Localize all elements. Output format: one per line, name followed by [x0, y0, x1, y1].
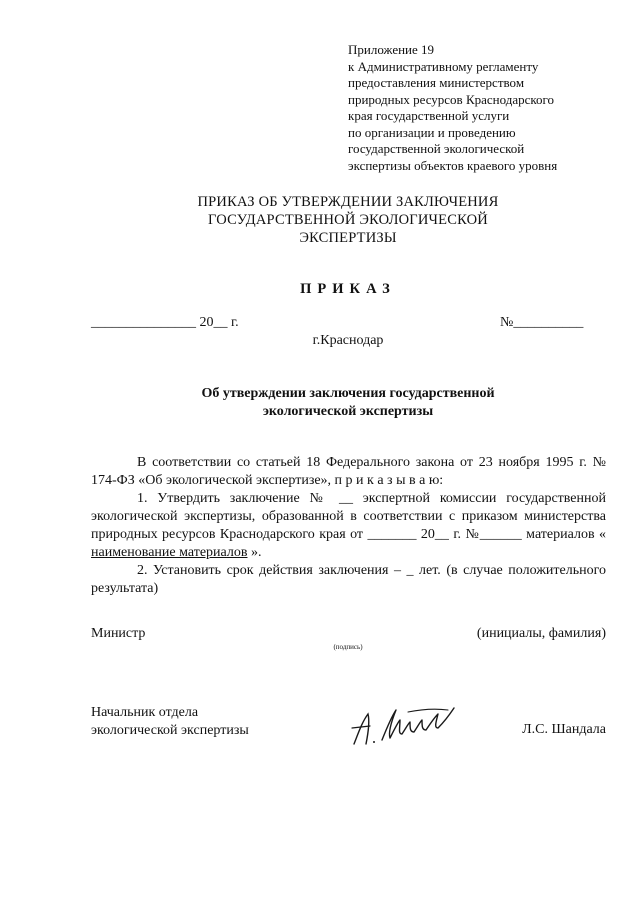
- title-line-3: ЭКСПЕРТИЗЫ: [299, 230, 397, 246]
- order-subject: [0, 385, 640, 421]
- annex-line: природных ресурсов Краснодарского: [348, 91, 555, 107]
- annex-line: по организации и проведению: [348, 124, 516, 140]
- subject-line-2: экологической экспертизы: [262, 404, 434, 419]
- clause-1-paragraph: [91, 490, 606, 562]
- date-field: _______________ 20__ г.: [91, 315, 239, 330]
- annex-line: экспертизы объектов краевого уровня: [348, 157, 558, 173]
- minister-label: Министр: [91, 626, 146, 641]
- signature-caption: (подпись): [333, 643, 363, 651]
- handwritten-signature: [348, 700, 466, 750]
- head-title-line-2: экологической экспертизы: [91, 723, 249, 738]
- preamble-paragraph: В соответствии со статьей 18 Федерального закона от 23 ноября 1995 г. № 174-ФЗ «Об экологической экспертизе», п р и к а з ы в а ю:: [91, 455, 606, 488]
- annex-line: предоставления министерством: [348, 75, 525, 90]
- minister-name-placeholder: (инициалы, фамилия): [476, 626, 606, 641]
- clause-1-text: 1. Утвердить заключение № __ экспертной комиссии государственной экологической экспертизы, образованной в соответствии с приказом министерства природных ресурсов Краснодарского края от _______ 20__ г. №______ материалов «: [91, 491, 606, 542]
- clause-1-ending: ».: [247, 545, 262, 560]
- annex-line: государственной экологической: [348, 141, 525, 156]
- city-label: г.Краснодар: [312, 333, 384, 348]
- annex-line: края государственной услуги: [348, 108, 510, 123]
- clause-2-paragraph: 2. Установить срок действия заключения – _ лет. (в случае положительного результата): [91, 563, 606, 596]
- head-title-line-1: Начальник отдела: [91, 705, 199, 720]
- annex-block: [348, 42, 557, 174]
- subject-line-1: Об утверждении заключения государственной: [201, 386, 495, 401]
- department-head-title: [91, 704, 249, 740]
- department-head-name: Л.С. Шандала: [522, 722, 606, 737]
- title-line-1: ПРИКАЗ ОБ УТВЕРЖДЕНИИ ЗАКЛЮЧЕНИЯ: [197, 194, 499, 210]
- materials-name-placeholder: наименование материалов: [91, 545, 248, 560]
- order-heading: ПРИКАЗ: [300, 281, 396, 297]
- annex-line: Приложение 19: [348, 42, 435, 57]
- order-number-field: №__________: [500, 315, 584, 330]
- document-title: [0, 193, 640, 247]
- title-line-2: ГОСУДАРСТВЕННОЙ ЭКОЛОГИЧЕСКОЙ: [208, 212, 488, 228]
- annex-line: к Административному регламенту: [348, 58, 539, 74]
